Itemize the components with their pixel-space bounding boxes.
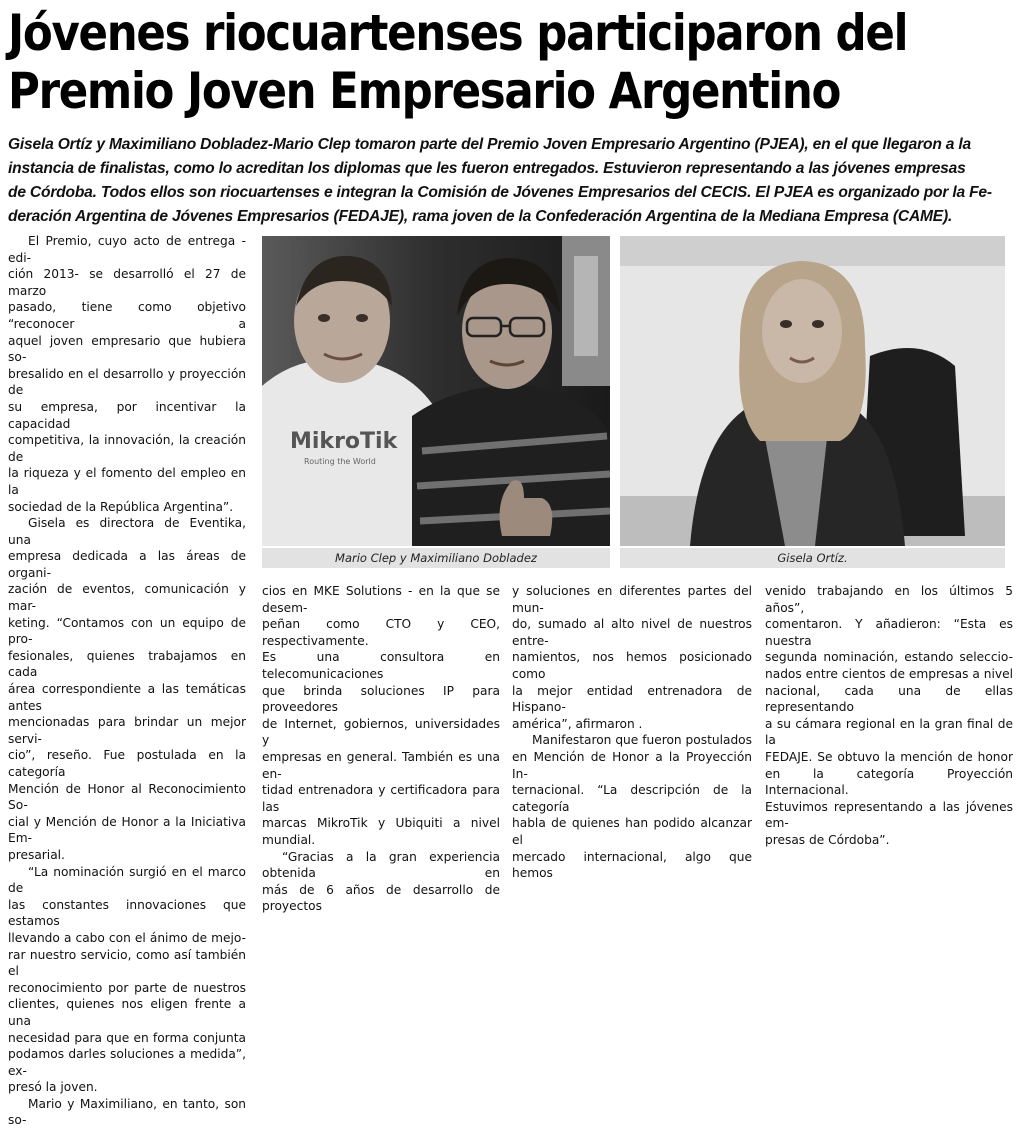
text-line: la riqueza y el fomento del empleo en la xyxy=(8,466,246,497)
article-column-3 xyxy=(512,583,752,882)
text-line: presarial. xyxy=(8,847,65,862)
text-line: El Premio, cuyo acto de entrega -edi- xyxy=(8,234,246,265)
lede-line: de Córdoba. Todos ellos son riocuartenses e integran la Comisión de Jóvenes Empresarios del CECIS. El PJEA es organizado por la Fe- xyxy=(8,184,992,201)
text-line: necesidad para que en forma conjunta xyxy=(8,1030,246,1045)
text-line: más de 6 años de desarrollo de proyectos xyxy=(262,882,500,914)
text-line: ternacional. “La descripción de la categoría xyxy=(512,783,752,814)
text-line: venido trabajando en los últimos 5 años”, xyxy=(765,584,1013,615)
text-line: fesionales, quienes trabajamos en cada xyxy=(8,648,246,680)
text-line: tidad entrenadora y certificadora para las xyxy=(262,783,500,814)
photo-men-illustration xyxy=(262,236,610,546)
text-line: Mención de Honor al Reconocimiento So- xyxy=(8,781,246,813)
text-line: nados entre cientos de empresas a nivel xyxy=(765,666,1013,681)
text-line: ción 2013- se desarrolló el 27 de marzo xyxy=(8,267,246,298)
article-column-1 xyxy=(8,233,246,1129)
text-line: clientes, quienes nos eligen frente a una xyxy=(8,997,246,1028)
article-column-2 xyxy=(262,583,500,915)
text-line: empresa dedicada a las áreas de organi- xyxy=(8,549,246,580)
lede-line: instancia de finalistas, como lo acreditan los diplomas que les fueron entregados. Estuvieron representando a las jóvenes empresas xyxy=(8,160,966,177)
text-line: su empresa, por incentivar la capacidad xyxy=(8,399,246,431)
text-line: llevando a cabo con el ánimo de mejo- xyxy=(8,930,246,945)
text-line: namientos, nos hemos posicionado como xyxy=(512,650,752,681)
headline-line-1: Jóvenes riocuartenses participaron del xyxy=(8,4,908,62)
photo-caption-left: Mario Clep y Maximiliano Dobladez xyxy=(262,548,610,568)
text-line: en la categoría Proyección Internacional. xyxy=(765,766,1013,798)
text-line: Gisela es directora de Eventika, una xyxy=(8,516,246,547)
text-line: peñan como CTO y CEO, respectivamente. xyxy=(262,617,500,648)
text-line: Estuvimos representando a las jóvenes em- xyxy=(765,799,1013,831)
photo-gisela xyxy=(620,236,1005,546)
headline-line-2: Premio Joven Empresario Argentino xyxy=(8,62,841,120)
text-line: Mario y Maximiliano, en tanto, son so- xyxy=(8,1096,246,1128)
text-line: cio”, reseño. Fue postulada en la categoría xyxy=(8,748,246,779)
photo-woman-illustration xyxy=(620,236,1005,546)
text-line: aquel joven empresario que hubiera so- xyxy=(8,333,246,365)
text-line: sociedad de la República Argentina”. xyxy=(8,499,234,514)
text-line: la mejor entidad entrenadora de Hispano- xyxy=(512,683,752,715)
article-column-4 xyxy=(765,583,1013,849)
text-line: presas de Córdoba”. xyxy=(765,832,890,847)
lede-line: deración Argentina de Jóvenes Empresarios (FEDAJE), rama joven de la Confederación Argentina de la Mediana Empresa (CAME). xyxy=(8,208,953,225)
text-line: rar nuestro servicio, como así también el xyxy=(8,947,246,979)
lede-line: Gisela Ortíz y Maximiliano Dobladez-Mario Clep tomaron parte del Premio Joven Empresario Argentino (PJEA), en el que llegaron a la xyxy=(8,136,971,153)
headline xyxy=(8,4,908,120)
text-line: Manifestaron que fueron postulados xyxy=(532,733,752,748)
text-line: en Mención de Honor a la Proyección In- xyxy=(512,749,752,781)
text-line: nacional, cada una de ellas representando xyxy=(765,683,1013,715)
text-line: Es una consultora en telecomunicaciones xyxy=(262,650,500,681)
photo-caption-right: Gisela Ortíz. xyxy=(620,548,1005,568)
text-line: cios en MKE Solutions - en la que se desem- xyxy=(262,584,500,615)
shirt-logo: MikroTik xyxy=(290,429,398,454)
text-line: habla de quienes han podido alcanzar el xyxy=(512,816,752,847)
text-line: marcas MikroTik y Ubiquiti a nivel mundial. xyxy=(262,816,500,847)
text-line: “La nominación surgió en el marco de xyxy=(8,864,246,896)
text-line: bresalido en el desarrollo y proyección de xyxy=(8,366,246,398)
text-line: presó la joven. xyxy=(8,1080,98,1095)
text-line: área correspondiente a las temáticas antes xyxy=(8,682,246,713)
lede-paragraph xyxy=(8,133,1014,229)
text-line: “Gracias a la gran experiencia obtenida en xyxy=(262,849,500,881)
text-line: américa”, afirmaron . xyxy=(512,716,643,731)
text-line: cial y Mención de Honor a la Iniciativa Em- xyxy=(8,814,246,846)
text-line: zación de eventos, comunicación y mar- xyxy=(8,582,246,614)
text-line: empresas en general. También es una en- xyxy=(262,749,500,781)
photo-mario-maximiliano xyxy=(262,236,610,546)
text-line: competitiva, la innovación, la creación de xyxy=(8,433,246,464)
text-line: segunda nominación, estando seleccio- xyxy=(765,650,1013,665)
text-line: que brinda soluciones IP para proveedores xyxy=(262,683,500,715)
text-line: pasado, tiene como objetivo “reconocer a xyxy=(8,300,246,331)
text-line: las constantes innovaciones que estamos xyxy=(8,897,246,929)
shirt-tagline: Routing the World xyxy=(304,457,376,466)
text-line: do, sumado al alto nivel de nuestros entre- xyxy=(512,617,752,648)
text-line: reconocimiento por parte de nuestros xyxy=(8,980,246,995)
text-line: comentaron. Y añadieron: “Esta es nuestra xyxy=(765,617,1013,648)
text-line: FEDAJE. Se obtuvo la mención de honor xyxy=(765,749,1013,764)
text-line: y soluciones en diferentes partes del mun- xyxy=(512,584,752,615)
text-line: mencionadas para brindar un mejor servi- xyxy=(8,715,246,746)
text-line: keting. “Contamos con un equipo de pro- xyxy=(8,615,246,647)
text-line: de Internet, gobiernos, universidades y xyxy=(262,716,500,748)
text-line: a su cámara regional en la gran final de la xyxy=(765,716,1013,748)
text-line: mercado internacional, algo que hemos xyxy=(512,849,752,881)
text-line: podamos darles soluciones a medida”, ex- xyxy=(8,1047,246,1078)
